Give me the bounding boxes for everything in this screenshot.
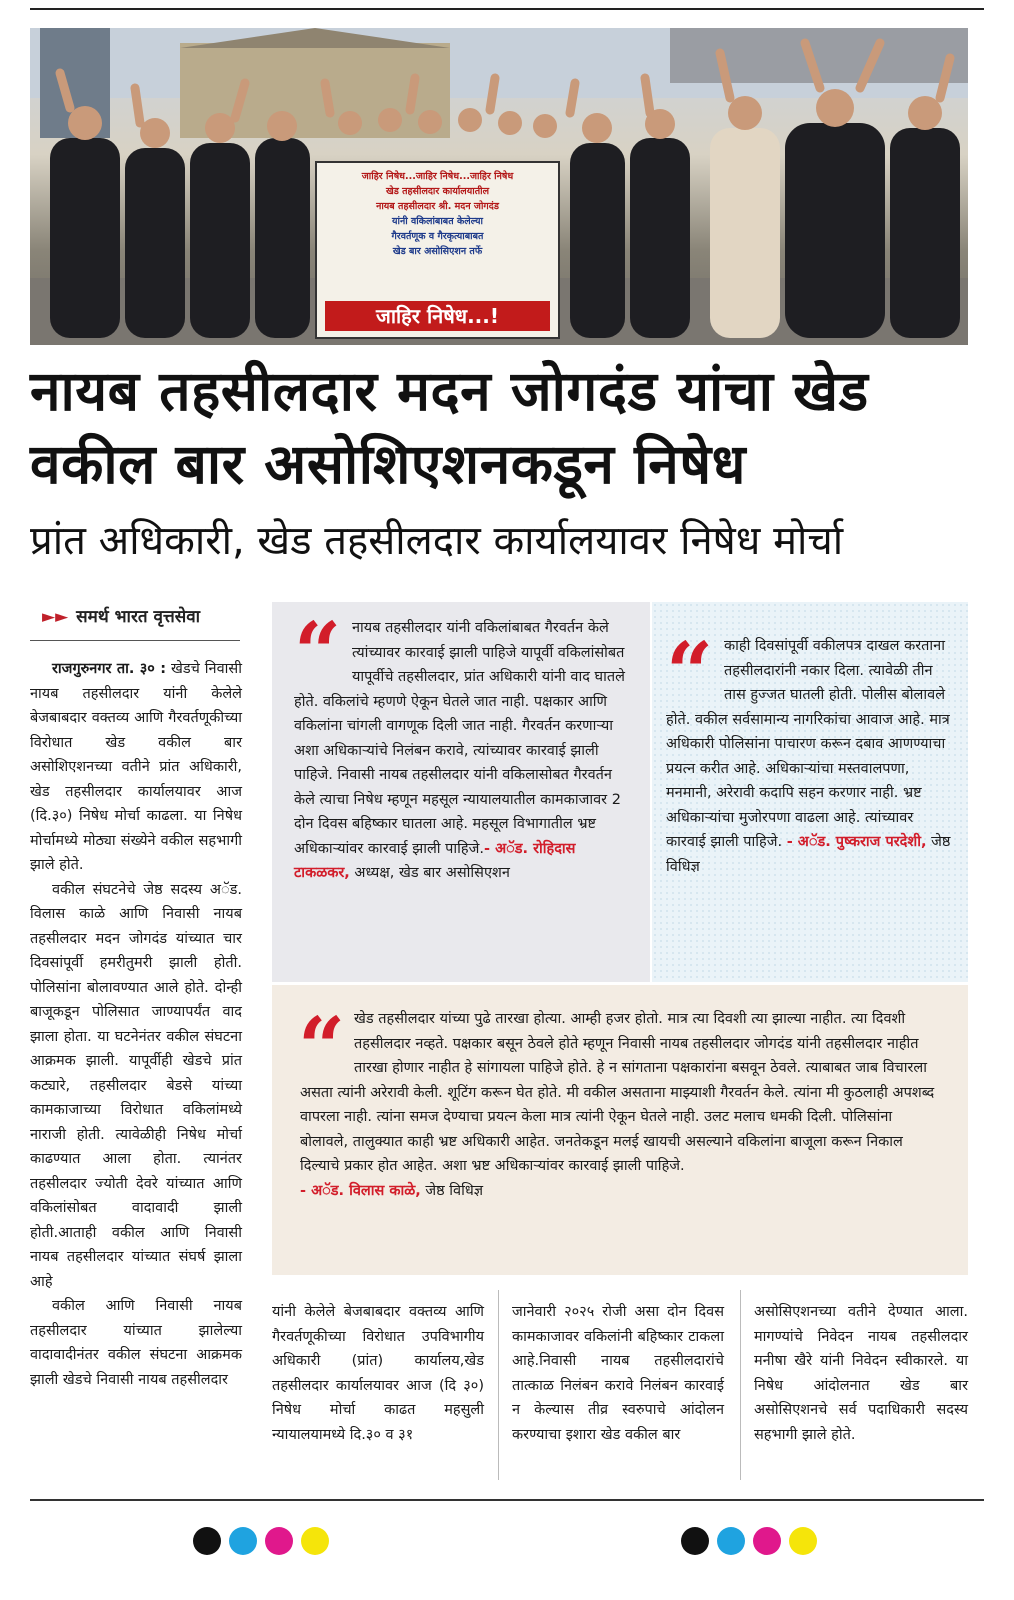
quote-box-1 <box>272 602 650 982</box>
registration-mark-magenta <box>265 1527 293 1555</box>
article-paragraph-2: वकील संघटनेचे जेष्ठ सदस्य अॅड. विलास काळे आणि निवासी नायब तहसीलदार मदन जोगदंड यांच्यात चार दिवसांपूर्वी हमरीतुमरी झाली होती. पोलिसांना बोलावण्यात आले होते. दोन्ही बाजूकडून पोलिसात जाण्यापर्यंत वाद झाला होता. या घटनेनंतर वकील संघटना आक्रमक झाली. यापूर्वीही खेडचे प्रांत कट्यारे, तहसीलदार बेडसे यांच्या कामकाजाच्या विरोधात वकिलांमध्ये नाराजी होती. त्यावेळीही निषेध मोर्चा काढण्यात आला होता. त्यानंतर तहसीलदार ज्योती देवरे यांच्यात आणि वकिलांसोबत वादावादी झाली होती.आताही वकील आणि निवासी नायब तहसीलदार यांच्यात संघर्ष झाला आहे <box>30 881 242 1290</box>
protest-photo <box>30 28 968 345</box>
headline-line-2: वकील बार असोशिएशनकडून निषेध <box>30 432 746 496</box>
quote-body: नायब तहसीलदार यांनी वकिलांबाबत गैरवर्तन केले त्यांच्यावर कारवाई झाली पाहिजे यापूर्वी वकिलांसोबत यापूर्वीचे तहसीलदार, प्रांत अधिकारी यांनी वाद घातले होते. वकिलांचे म्हणणे ऐकून घेतले जात नाही. पक्षकार आणि वकिलांना चांगली वागणूक दिली जात नाही. गैरवर्तन करणाऱ्या अशा अधिकाऱ्यांचे निलंबन करावे, त्यांच्यावर कारवाई झाली पाहिजे. निवासी नायब तहसीलदार यांनी वकिलासोबत गैरवर्तन केले त्याचा निषेध म्हणून महसूल न्यायालयातील कामकाजावर 2 दोन दिवस बहिष्कार घातला आहे. महसूल विभागातील भ्रष्ट अधिकाऱ्यांवर कारवाई झाली पाहिजे. <box>294 620 625 857</box>
quote-icon: “ <box>666 625 714 721</box>
registration-mark-yellow <box>789 1527 817 1555</box>
banner-line: नायब तहसीलदार श्री. मदन जोगदंड <box>376 201 499 212</box>
byline-text: समर्थ भारत वृत्तसेवा <box>76 607 201 627</box>
byline <box>42 604 200 627</box>
article-column-2: यांनी केलेले बेजबाबदार वक्तव्य आणि गैरवर्तणूकीच्या विरोधात उपविभागीय अधिकारी (प्रांत) कार्यालय,खेड तहसीलदार कार्यालयावर आज (दि ३०) निषेध मोर्चा काढत महसुली न्यायालयामध्ये दि.३० व ३१ <box>272 1304 484 1443</box>
headline-line-1: नायब तहसीलदार मदन जोगदंड यांचा खेड <box>30 359 869 423</box>
article-column-3: जानेवारी २०२५ रोजी असा दोन दिवस कामकाजावर वकिलांनी बहिष्कार टाकला आहे.निवासी नायब तहसीलदारांचे तात्काळ निलंबन करावे निलंबन कारवाई न केल्यास तीव्र स्वरुपाचे आंदोलन करण्याचा इशारा खेड वकील बार <box>512 1304 724 1443</box>
article-text: खेडचे निवासी नायब तहसीलदार यांनी केलेले बेजबाबदार वक्तव्य आणि गैरवर्तणूकीच्या विरोधात खेड वकील बार असोशिएशनच्या वतीने प्रांत अधिकारी, खेड तहसीलदार कार्यालयावर आज (दि.३०) निषेध मोर्चा काढला. या निषेध मोर्चामध्ये मोठ्या संख्येने वकील सहभागी झाले होते. <box>30 661 242 873</box>
registration-mark-yellow <box>301 1527 329 1555</box>
banner-footer: जाहिर निषेध...! <box>325 301 550 331</box>
column-divider <box>740 1290 741 1480</box>
article-column-4: असोसिएशनच्या वतीने देण्यात आला. मागण्यांचे निवेदन नायब तहसीलदार मनीषा खैरे यांनी निवेदन स्वीकारले. या निषेध आंदोलनात खेड बार असोसिएशनचे सर्व पदाधिकारी सदस्य सहभागी झाले होते. <box>754 1304 968 1443</box>
quote-author: - अॅड. रोहिदास टाकळकर, <box>294 840 576 881</box>
quote-author: - अॅड. विलास काळे, <box>300 1182 421 1199</box>
quote-text-1 <box>294 616 630 886</box>
registration-mark-cyan <box>229 1527 257 1555</box>
quote-body: काही दिवसांपूर्वी वकीलपत्र दाखल करताना तहसीलदारांनी नकार दिला. त्यावेळी तीन तास हुज्जत घातली होती. पोलीस बोलावले होते. वकील सर्वसामान्य नागरिकांचा आवाज आहे. मात्र अधिकारी पोलिसांना पाचारण करून दबाव आणण्याचा प्रयत्न करीत आहे. अधिकाऱ्यांचा मस्तवालपणा, मनमानी, अरेरावी कदापि सहन करणार नाही. भ्रष्ट अधिकाऱ्यांचा मुजोरपणा वाढला आहे. त्यांच्यावर कारवाई झाली पाहिजे. <box>666 638 950 850</box>
banner-line: यांनी वकिलांबाबत केलेल्या <box>391 216 484 227</box>
bottom-rule <box>30 1499 984 1501</box>
quote-box-3 <box>272 985 968 1275</box>
dateline: राजगुरुनगर ता. ३० : <box>52 661 167 677</box>
banner-line: खेड बार असोसिएशन तर्फे <box>392 246 483 257</box>
subheadline: प्रांत अधिकारी, खेड तहसीलदार कार्यालयावर निषेध मोर्चा <box>30 518 844 564</box>
quote-author-role: अध्यक्ष, खेड बार असोसिएशन <box>349 865 510 881</box>
registration-mark-magenta <box>753 1527 781 1555</box>
article-paragraph-3: वकील आणि निवासी नायब तहसीलदार यांच्यात झालेल्या वादावादीनंतर वकील संघटना आक्रमक झाली खेडचे निवासी नायब तहसीलदार <box>30 1298 242 1388</box>
byline-arrow-icon: ►► <box>42 607 69 627</box>
quote-icon: “ <box>294 605 342 701</box>
registration-mark-black <box>681 1527 709 1555</box>
quote-text-2 <box>666 625 954 879</box>
registration-mark-black <box>193 1527 221 1555</box>
article-paragraph-1 <box>30 657 242 878</box>
quote-author: - अॅड. पुष्कराज परदेशी, <box>786 834 927 850</box>
registration-mark-cyan <box>717 1527 745 1555</box>
column-divider <box>498 1290 499 1480</box>
article-column-1 <box>30 657 242 1392</box>
quote-author-role: जेष्ठ विधिज्ञ <box>420 1182 484 1199</box>
top-rule <box>30 8 984 10</box>
banner-line: जाहिर निषेध...जाहिर निषेध...जाहिर निषेध <box>361 171 514 182</box>
quote-box-2 <box>652 602 968 982</box>
quote-icon: “ <box>298 1000 346 1096</box>
protest-banner <box>315 161 560 339</box>
quote-author-role: जेष्ठ विधिज्ञ <box>666 834 951 875</box>
byline-rule <box>30 640 240 641</box>
banner-line: गैरवर्तणूक व गैरकृत्याबाबत <box>391 231 484 242</box>
quote-text-3 <box>298 1000 944 1203</box>
banner-line: खेड तहसीलदार कार्यालयातील <box>385 186 490 197</box>
quote-body: खेड तहसीलदार यांच्या पुढे तारखा होत्या. आम्ही हजर होतो. मात्र त्या दिवशी त्या झाल्या नाहीत. त्या दिवशी तहसीलदार नव्हते. पक्षकार बसून ठेवले होते म्हणून निवासी नायब तहसीलदार जोगदंड यांनी तहसीलदार नाहीत तारखा होणार नाहीत हे सांगायला पाहिजे होते. हे न सांगताना पक्षकारांना बसवून ठेवले. त्याबाबत जाब विचारला असता त्यांनी अरेरावी केली. शूटिंग करून घेत होते. मी वकील असताना माझ्याशी गैरवर्तन केले. त्यांना मी कुठलाही अपशब्द वापरला नाही. त्यांना समज देण्याचा प्रयत्न केला मात्र त्यांनी ऐकून घेतले नाही. उलट मलाच धमकी दिली. पोलिसांना बोलावले, तालुक्यात काही भ्रष्ट अधिकारी आहेत. जनतेकडून मलई खायची असल्याने वकिलांना बाजूला करून निकाल दिल्याचे प्रकार होत आहेत. अशा भ्रष्ट अधिकाऱ्यांवर कारवाई झाली पाहिजे. <box>300 1011 935 1174</box>
